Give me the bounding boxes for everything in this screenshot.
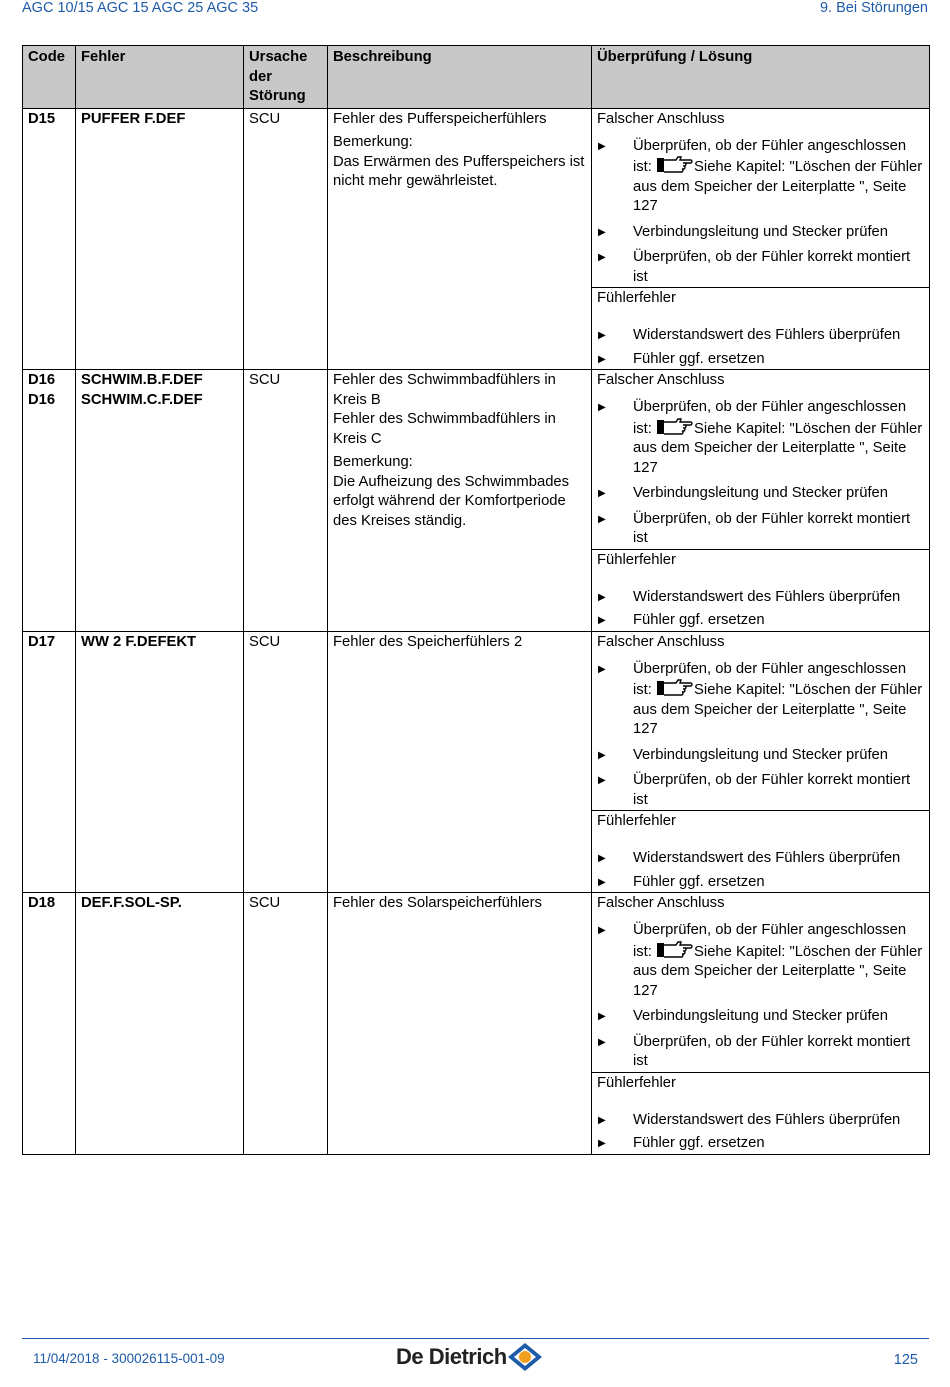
header-doc-title: AGC 10/15 AGC 15 AGC 25 AGC 35 [22,0,259,16]
cell-beschreibung [328,893,592,1155]
list-item [592,248,929,287]
error-name: SCHWIM.B.F.DEF [81,372,203,388]
bullet-triangle-icon: ▶ [598,749,606,761]
list-item [592,921,929,1001]
cell-ursache [244,631,328,893]
bullet-triangle-icon: ▶ [598,353,606,365]
bullet-triangle-icon: ▶ [598,1011,606,1022]
cell-ursache [244,893,328,1155]
check-sensor-connected: Überprüfen, ob der Fühler angeschlossen ist: [633,137,907,175]
footer-doc-date: 11/04/2018 - 300026115-001-09 [33,1351,225,1366]
col-header-beschreibung: Beschreibung [328,46,592,109]
list-item [592,746,929,766]
table-row [23,370,930,632]
list-item [592,398,929,478]
list-item [592,326,929,346]
col-header-code: Code [23,46,76,109]
col-header-loesung: Überprüfung / Lösung [592,46,930,109]
list-item [592,873,929,893]
cell-loesung [592,893,930,1155]
solution-title-connection: Falscher Anschluss [597,110,725,127]
error-code: D17 [28,633,56,650]
check-sensor-connected: Überprüfen, ob der Fühler angeschlossen ist: [633,922,907,960]
bullet-triangle-icon: ▶ [598,330,606,341]
error-code: D15 [28,110,56,127]
check-sensor-mounted: Überprüfen, ob der Fühler korrekt montiert ist [633,1033,911,1069]
check-cable-connector: Verbindungsleitung und Stecker prüfen [633,223,889,240]
list-item [592,1033,929,1072]
list-item [592,771,929,810]
brand-logo [396,1342,543,1372]
cell-loesung [592,631,930,893]
cell-code [23,108,76,370]
col-header-fehler: Fehler [76,46,244,109]
table-row [23,108,930,370]
header-chapter-title: 9. Bei Störungen [819,0,928,16]
see-chapter-reference: Siehe Kapitel: "Löschen der Fühler aus dem Speicher der Leiterplatte ", Seite 127 [633,943,923,999]
error-cause: SCU [249,633,281,650]
check-resistance: Widerstandswert des Fühlers überprüfen [633,850,901,866]
solution-title-sensor-fault: Fühlerfehler [592,810,929,833]
bullet-triangle-icon: ▶ [598,853,606,864]
error-description: Fehler des Schwimmbadfühlers in Kreis B [333,372,556,408]
list-item [592,484,929,504]
cell-loesung [592,108,930,370]
see-chapter-reference: Siehe Kapitel: "Löschen der Fühler aus dem Speicher der Leiterplatte ", Seite 127 [633,420,923,476]
bullet-triangle-icon: ▶ [598,591,606,603]
bullet-triangle-icon: ▶ [598,226,606,238]
cell-fehler [76,370,244,632]
error-description: Fehler des Pufferspeicherfühlers [333,110,547,127]
error-cause: SCU [249,372,281,388]
check-cable-connector: Verbindungsleitung und Stecker prüfen [633,1008,889,1024]
pointing-hand-icon [656,156,694,174]
list-item [592,1134,929,1154]
check-resistance: Widerstandswert des Fühlers überprüfen [633,1111,901,1128]
note-text: Das Erwärmen des Pufferspeichers ist nicht mehr gewährleistet. [333,153,585,189]
check-cable-connector: Verbindungsleitung und Stecker prüfen [633,485,889,501]
bullet-triangle-icon: ▶ [598,140,606,152]
error-code: D18 [28,895,56,911]
cell-beschreibung [328,631,592,893]
table-header-row [23,46,930,109]
bullet-triangle-icon: ▶ [598,615,606,626]
replace-sensor: Fühler ggf. ersetzen [633,612,765,628]
bullet-triangle-icon: ▶ [598,513,606,525]
solution-title-sensor-fault: Fühlerfehler [592,1072,929,1095]
bullet-triangle-icon: ▶ [598,775,606,786]
bullet-triangle-icon: ▶ [598,1036,606,1048]
error-description: Fehler des Schwimmbadfühlers in Kreis C [333,411,556,447]
error-name: SCHWIM.C.F.DEF [81,391,203,408]
error-name: WW 2 F.DEFEKT [81,633,197,650]
table-row [23,893,930,1155]
bullet-triangle-icon: ▶ [598,252,606,263]
check-cable-connector: Verbindungsleitung und Stecker prüfen [633,746,889,763]
note-text: Die Aufheizung des Schwimmbades erfolgt während der Komfortperiode des Kreises ständig. [333,473,570,529]
list-item [592,1007,929,1027]
check-sensor-connected: Überprüfen, ob der Fühler angeschlossen ist: [633,399,907,437]
list-item [592,849,929,869]
solution-title-connection: Falscher Anschluss [597,633,725,650]
pointing-hand-icon [656,679,694,697]
cell-fehler [76,108,244,370]
page-number: 125 [893,1352,918,1368]
pointing-hand-icon [656,941,694,959]
cell-fehler [76,631,244,893]
check-sensor-connected: Überprüfen, ob der Fühler angeschlossen ist: [633,660,907,698]
cell-ursache [244,370,328,632]
error-description: Fehler des Speicherfühlers 2 [333,633,523,650]
solution-title-connection: Falscher Anschluss [597,372,725,388]
cell-loesung [592,370,930,632]
list-item [592,137,929,217]
list-item [592,1111,929,1131]
see-chapter-reference: Siehe Kapitel: "Löschen der Fühler aus dem Speicher der Leiterplatte ", Seite 127 [633,682,923,737]
list-item [592,611,929,631]
bullet-triangle-icon: ▶ [598,925,606,936]
list-item [592,510,929,549]
check-sensor-mounted: Überprüfen, ob der Fühler korrekt montiert ist [633,772,911,808]
check-resistance: Widerstandswert des Fühlers überprüfen [633,327,901,343]
list-item [592,350,929,370]
error-name: DEF.F.SOL-SP. [81,895,182,911]
replace-sensor: Fühler ggf. ersetzen [633,1135,765,1151]
error-cause: SCU [249,895,281,911]
error-table [22,45,930,1155]
list-item [592,660,929,740]
bullet-triangle-icon: ▶ [598,876,606,888]
solution-title-sensor-fault: Fühlerfehler [592,549,929,572]
check-sensor-mounted: Überprüfen, ob der Fühler korrekt montiert ist [633,510,911,546]
bullet-triangle-icon: ▶ [598,402,606,413]
pointing-hand-icon [656,418,694,436]
replace-sensor: Fühler ggf. ersetzen [633,350,765,367]
check-sensor-mounted: Überprüfen, ob der Fühler korrekt montiert ist [633,249,911,285]
solution-title-connection: Falscher Anschluss [597,895,725,911]
footer-divider [22,1338,929,1339]
cell-code [23,893,76,1155]
list-item [592,588,929,608]
brand-name: De Dietrich [396,1344,507,1369]
error-name: PUFFER F.DEF [81,110,186,127]
replace-sensor: Fühler ggf. ersetzen [633,873,765,890]
col-header-ursache: Ursache der Störung [244,46,328,109]
cell-fehler [76,893,244,1155]
bullet-triangle-icon: ▶ [598,1114,606,1126]
cell-code [23,370,76,632]
brand-diamond-icon [507,1342,543,1372]
cell-beschreibung [328,108,592,370]
note-label: Bemerkung: [333,134,413,150]
bullet-triangle-icon: ▶ [598,663,606,675]
bullet-triangle-icon: ▶ [598,488,606,499]
list-item [592,223,929,243]
error-code: D16 [28,391,56,408]
cell-code [23,631,76,893]
solution-title-sensor-fault: Fühlerfehler [592,287,929,310]
error-code: D16 [28,372,56,388]
bullet-triangle-icon: ▶ [598,1138,606,1149]
error-description: Fehler des Solarspeicherfühlers [333,895,542,911]
check-resistance: Widerstandswert des Fühlers überprüfen [633,588,901,605]
cell-ursache [244,108,328,370]
note-label: Bemerkung: [333,454,413,470]
table-row [23,631,930,893]
see-chapter-reference: Siehe Kapitel: "Löschen der Fühler aus dem Speicher der Leiterplatte ", Seite 127 [633,159,923,214]
error-cause: SCU [249,110,281,127]
cell-beschreibung [328,370,592,632]
